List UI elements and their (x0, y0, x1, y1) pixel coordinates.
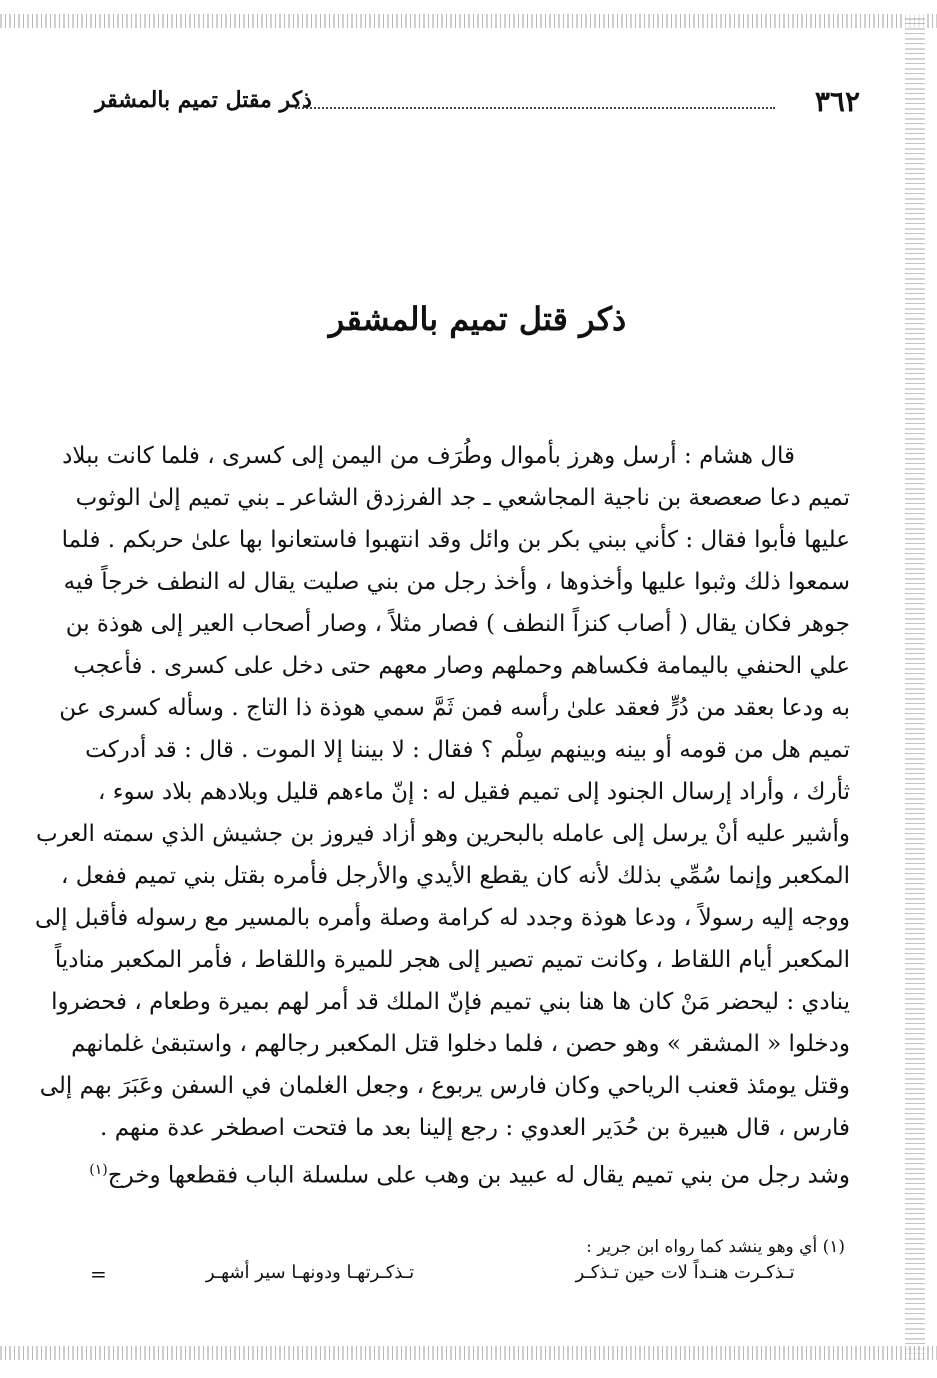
text-line: ثأرك ، وأراد إرسال الجنود إلى تميم فقيل له : إنّ ماءهم قليل وبلادهم بلاد سوء ، (98, 779, 850, 805)
text-line-content: وشد رجل من بني تميم يقال له عبيد بن وهب على سلسلة الباب فقطعها وخرج (107, 1162, 850, 1189)
text-line: جوهر فكان يقال ( أصاب كنزاً النطف ) فصار مثلاً ، وصار أصحاب العير إلى هوذة بن (65, 611, 850, 637)
text-line: المكعبر وإنما سُمِّي بذلك لأنه كان يقطع الأيدي والأرجل فأمره بقتل بني تميم ففعل ، (61, 863, 850, 889)
body-paragraph (34, 435, 850, 1197)
text-line: ينادي : ليحضر مَنْ كان ها هنا بني تميم فإنّ الملك قد أمر لهم بميرة وطعام ، فحضروا (51, 989, 850, 1015)
text-line: به ودعا بعقد من دُرٍّ فعقد علىٰ رأسه فمن ثَمَّ سمي هوذة ذا التاج . وسأله كسرى عن (59, 695, 850, 721)
text-line: علي الحنفي باليمامة فكساهم وحملهم وصار معهم حتى دخل على كسرى . فأعجب (73, 653, 850, 679)
top-ornamental-border (0, 14, 937, 28)
text-line: ودخلوا « المشقر » وهو حصن ، فلما دخلوا قتل المكعبر رجالهم ، واستبقىٰ غلمانهم (71, 1031, 850, 1057)
text-line: المكعبر أيام اللقاط ، وكانت تميم تصير إلى هجر للميرة واللقاط ، فأمر المكعبر منادياً (54, 947, 850, 973)
page-header (95, 85, 860, 125)
text-line: عليها فأبوا فقال : كأني ببني بكر بن وائل وقد انتهبوا فاستعانوا بها علىٰ حربكم . فلما (61, 527, 850, 553)
chapter-title: ذكر قتل تميم بالمشقر (328, 300, 627, 338)
text-line-last (89, 1149, 850, 1197)
footnote-reference: (١) (89, 1162, 108, 1178)
page-number: ٣٦٢ (814, 85, 860, 118)
text-line: تميم دعا صعصعة بن ناجية المجاشعي ـ جد الفرزدق الشاعر ـ بني تميم إلىٰ الوثوب (75, 485, 850, 511)
footnote-intro: (١) أي وهو ينشد كما رواه ابن جرير : (586, 1237, 845, 1257)
continuation-mark: = (90, 1262, 107, 1286)
running-title: ذكر مقتل تميم بالمشقر (95, 87, 312, 113)
verse-first-hemistich: تـذكـرت هنـداً لات حين تـذكـر (575, 1262, 795, 1283)
verse-second-hemistich: تـذكـرتهـا ودونهـا سير أشهـر (205, 1262, 415, 1283)
text-line: قال هشام : أرسل وهرز بأموال وطُرَف من اليمن إلى كسرى ، فلما كانت ببلاد (62, 443, 795, 469)
text-line: سمعوا ذلك وثبوا عليها وأخذوها ، وأخذ رجل من بني صليت يقال له النطف خرجاً فيه (63, 569, 850, 595)
text-line: فارس ، قال هبيرة بن حُدَير العدوي : رجع إلينا بعد ما فتحت اصطخر عدة منهم . (100, 1115, 850, 1141)
bottom-ornamental-border (0, 1346, 937, 1360)
text-line: وقتل يومئذ قعنب الرياحي وكان فارس يربوع ، وجعل الغلمان في السفن وعَبَرَ بهم إلى (39, 1073, 850, 1099)
text-line: ووجه إليه رسولاً ، ودعا هوذة وجدد له كرامة وصلة وأمره بالمسير مع رسوله فأقبل إلى (34, 905, 850, 931)
right-ornamental-border (905, 14, 925, 1360)
text-line: وأشير عليه أنْ يرسل إلى عامله بالبحرين وهو أزاد فيروز بن جشيش الذي سمته العرب (36, 821, 850, 847)
text-line: تميم هل من قومه أو بينه وبينهم سِلْم ؟ فقال : لا بيننا إلا الموت . قال : قد أدركت (85, 737, 850, 763)
footnote-separator (100, 1225, 850, 1226)
header-dotted-rule (295, 107, 775, 109)
